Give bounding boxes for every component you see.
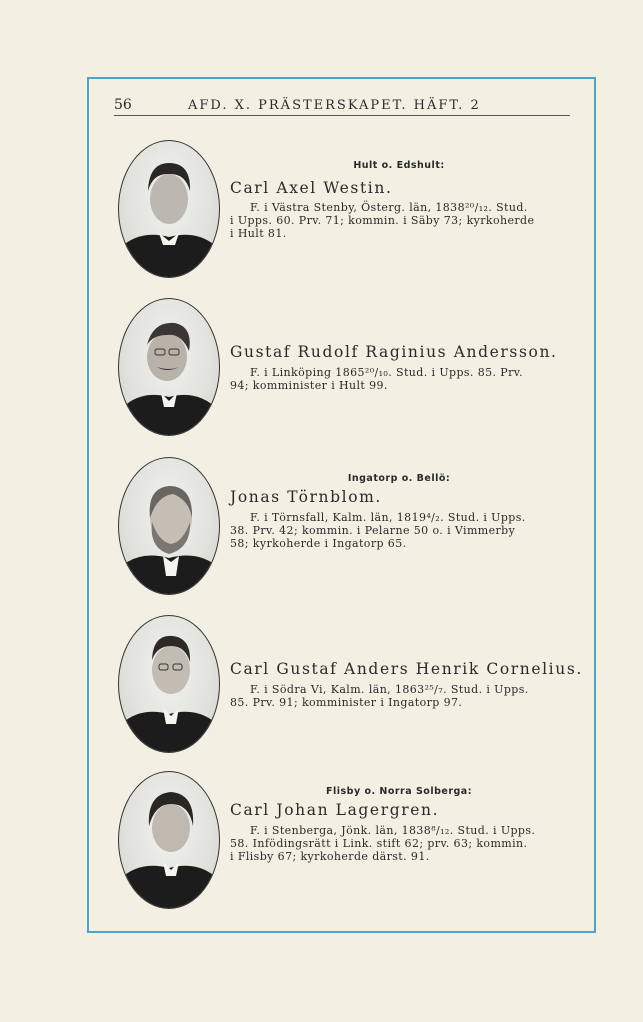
bio-line: F. i Södra Vi, Kalm. län, 1863²⁵/₇. Stud. i Upps. <box>250 683 529 696</box>
bio-line: i Upps. 60. Prv. 71; kommin. i Säby 73; kyrkoherde <box>230 214 535 227</box>
bio-line: F. i Linköping 1865²⁰/₁₀. Stud. i Upps. 85. Prv. <box>250 366 523 379</box>
clergy-name: Carl Johan Lagergren. <box>230 801 440 819</box>
bio-line: 85. Prv. 91; komminister i Ingatorp 97. <box>230 696 463 709</box>
portrait-tornblom <box>118 457 220 595</box>
bio-line: i Flisby 67; kyrkoherde därst. 91. <box>230 850 430 863</box>
clergy-name: Carl Axel Westin. <box>230 179 393 197</box>
clergy-name: Carl Gustaf Anders Henrik Cornelius. <box>230 660 583 678</box>
biography <box>230 683 573 709</box>
portrait-westin <box>118 140 220 278</box>
header-rule <box>114 115 570 116</box>
parish-heading: Hult o. Edshult: <box>353 160 445 171</box>
clergy-name: Gustaf Rudolf Raginius Andersson. <box>230 343 558 361</box>
page-number: 56 <box>114 97 132 113</box>
biography <box>230 824 573 863</box>
bio-line: 58; kyrkoherde i Ingatorp 65. <box>230 537 407 550</box>
clergy-name: Jonas Törnblom. <box>230 488 382 506</box>
parish-heading: Flisby o. Norra Solberga: <box>325 786 473 797</box>
portrait-lagergren <box>118 771 220 909</box>
bio-line: 94; komminister i Hult 99. <box>230 379 388 392</box>
running-title: AFD. X. PRÄSTERSKAPET. HÄFT. 2 <box>188 98 481 113</box>
biography <box>230 366 573 392</box>
page-header <box>114 97 570 117</box>
bio-line: i Hult 81. <box>230 227 287 240</box>
portrait-andersson <box>118 298 220 436</box>
bio-line: 58. Infödingsrätt i Link. stift 62; prv. 63; kommin. <box>230 837 528 850</box>
bio-line: F. i Västra Stenby, Österg. län, 1838²⁰/₁₂. Stud. <box>250 201 528 214</box>
biography <box>230 511 573 550</box>
bio-line: F. i Törnsfall, Kalm. län, 1819⁴/₂. Stud. i Upps. <box>250 511 526 524</box>
biography <box>230 201 573 240</box>
bio-line: F. i Stenberga, Jönk. län, 1838⁸/₁₂. Stud. i Upps. <box>250 824 536 837</box>
portrait-cornelius <box>118 615 220 753</box>
bio-line: 38. Prv. 42; kommin. i Pelarne 50 o. i Vimmerby <box>230 524 516 537</box>
parish-heading: Ingatorp o. Bellö: <box>347 473 451 484</box>
